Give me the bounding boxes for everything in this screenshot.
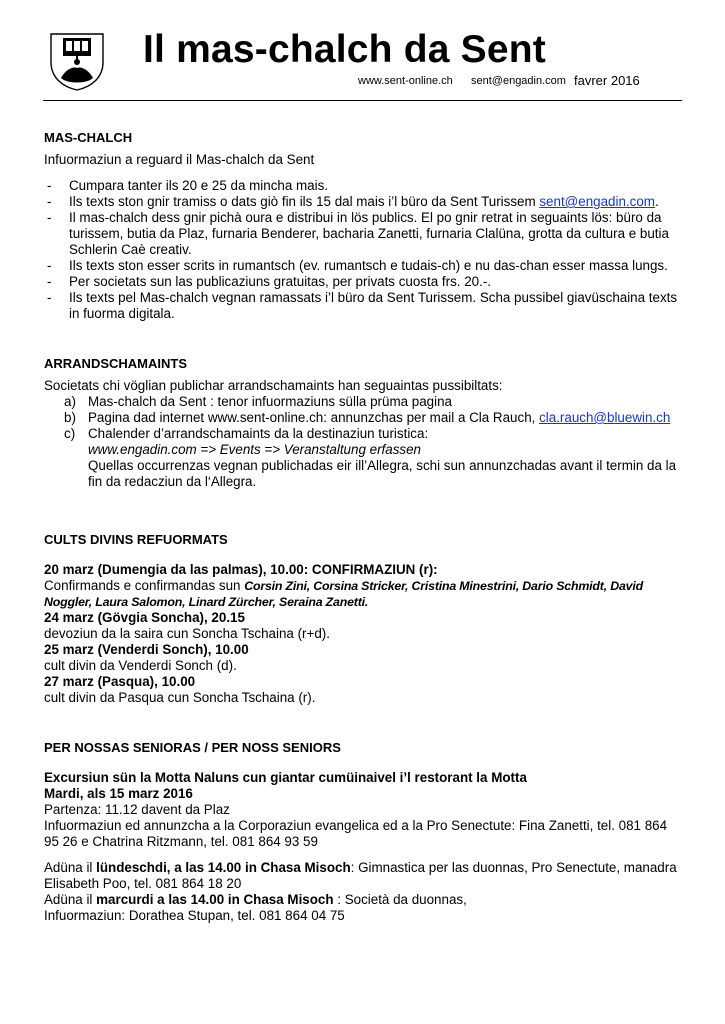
excursion-date: Mardi, als 15 marz 2016: [44, 786, 193, 801]
arrandschamaints-intro: Societats chi vöglian publichar arrandschamaints han seguaintas pussibiltats:: [44, 378, 503, 393]
wednesday-info: Infuormaziun: Dorathea Stupan, tel. 081 864 04 75: [44, 908, 345, 923]
list-item: c) Chalender d’arrandschamaints da la destinaziun turistica:: [64, 426, 429, 441]
list-item: - Ils texts ston gnir tramiss o dats giò fin ils 15 dal mais i’l büro da Sent Turissem sent@engadin.com.: [47, 194, 659, 209]
section-heading-mas-chalch: MAS-CHALCH: [44, 130, 133, 145]
email-link[interactable]: sent@engadin.com: [539, 194, 655, 209]
excursion-departure: Partenza: 11.12 davent da Plaz: [44, 802, 230, 817]
header-divider: [43, 100, 682, 101]
event-description: Confirmands e confirmandas sun Corsin Zini, Corsina Stricker, Cristina Minestrini, Dario Schmidt, David Noggler, Laura Salomon, Linard Zürcher, Seraina Zanetti.: [44, 578, 643, 609]
email-link[interactable]: cla.rauch@bluewin.ch: [539, 410, 671, 425]
section-heading-cults: CULTS DIVINS REFUORMATS: [44, 532, 228, 547]
event-description: cult divin da Pasqua cun Soncha Tschaina (r).: [44, 690, 316, 705]
confirmand-names: Corsin Zini, Corsina Stricker, Cristina Minestrini, Dario Schmidt, David Noggler, Laura Salomon, Linard Zürcher, Seraina Zanetti.: [44, 579, 643, 609]
list-item: a) Mas-chalch da Sent : tenor infuormaziuns süllа prüma pagina: [64, 394, 452, 409]
main-content: [44, 130, 684, 924]
event-description: cult divin da Venderdi Sonch (d).: [44, 658, 237, 673]
page-title: Il mas-chalch da Sent: [143, 28, 546, 71]
section-heading-arrandschamaints: ARRANDSCHAMAINTS: [44, 356, 187, 371]
list-item: - Cumpara tanter ils 20 e 25 da mincha mais.: [47, 178, 329, 193]
excursion-info: Infuormaziun ed annunzcha a la Corporaziun evangelica ed a la Pro Senectute: Fina Zanetti, tel. 081 864 95 26 e Chatrina Ritzmann, tel. 081 864 93 59: [44, 818, 668, 849]
monday-activity: Adüna il lündeschdi, a las 14.00 in Chasa Misoch: Gimnastica per las duonnas, Pro Senectute, manadra Elisabeth Poo, tel. 081 864 18 20: [44, 860, 677, 891]
event-title: 24 marz (Gövgia Soncha), 20.15: [44, 610, 245, 625]
event-title: 25 marz (Venderdi Sonch), 10.00: [44, 642, 249, 657]
mas-chalch-intro: Infuormaziun a reguard il Mas-chalch da Sent: [44, 152, 315, 167]
issue-date: favrer 2016: [574, 73, 640, 88]
header-email[interactable]: sent@engadin.com: [471, 75, 566, 87]
event-title: 27 marz (Pasqua), 10.00: [44, 674, 196, 689]
list-item: - Ils texts pel Mas-chalch vegnan ramassats i’l büro da Sent Turissem. Scha pussibel giavüschaina texts in fuorma digitala.: [47, 290, 678, 321]
list-item: - Ils texts ston esser scrits in rumantsch (ev. rumantsch e tudais-ch) e nu das-chan esser massa lungs.: [47, 258, 668, 273]
list-item: - Il mas-chalch dess gnir pichà oura e distribui in lös publics. El po gnir retrat in seguaints lös: büro da turissem, butia da Plaz, furnaria Benderer, bacharia Zanetti, furnaria Clalüna, grotta da cultura e butia Schlerin Caè creativ.: [47, 210, 669, 257]
submission-path: www.engadin.com => Events => Veranstaltung erfassen: [88, 442, 421, 457]
website-link[interactable]: www.sent-online.ch: [358, 75, 453, 87]
excursion-title: Excursiun sün la Motta Naluns cun giantar cumüinaivel i’l restorant la Motta: [44, 770, 527, 785]
wednesday-activity: Adüna il marcurdi a las 14.00 in Chasa Misoch : Società da duonnas,: [44, 892, 467, 907]
section-heading-seniors: PER NOSSAS SENIORAS / PER NOSS SENIORS: [44, 740, 341, 755]
allegra-note: Quellas occurrenzas vegnan publichadas eir ill’Allegra, schi sun annunzchadas avant il termin da la fin da redacziun da l‘Allegra.: [88, 458, 677, 489]
event-title: 20 marz (Dumengia da las palmas), 10.00: CONFIRMAZIUN (r):: [44, 562, 438, 577]
event-description: devoziun da la saira cun Soncha Tschaina (r+d).: [44, 626, 330, 641]
sent-coat-of-arms-icon: [49, 32, 105, 92]
list-item: b) Pagina dad internet www.sent-online.ch: annunzchas per mail a Cla Rauch, cla.rauch@bluewin.ch: [64, 410, 671, 425]
list-item: - Per societats sun las publicaziuns gratuitas, per privats cuosta frs. 20.-.: [47, 274, 492, 289]
